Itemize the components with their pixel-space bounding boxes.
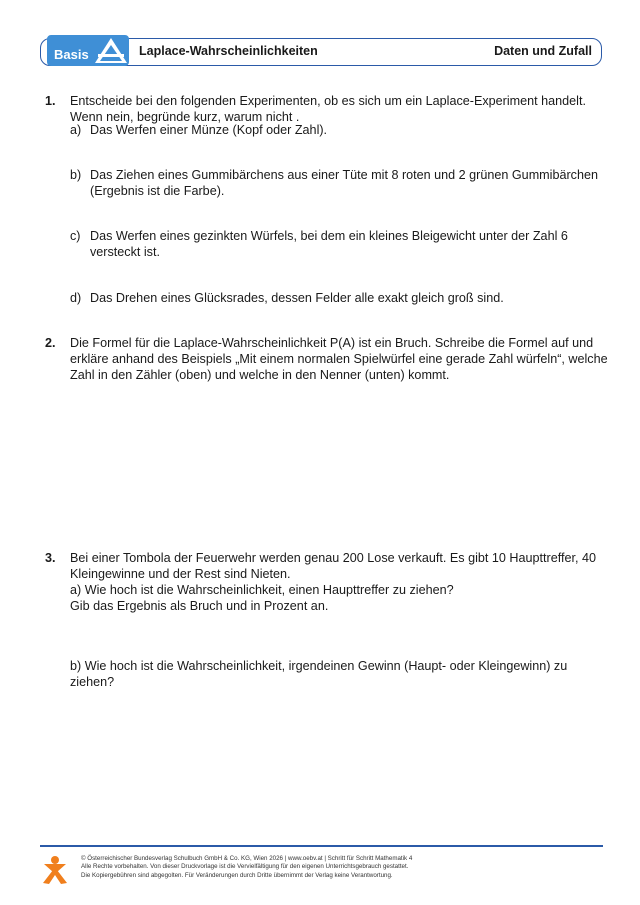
subquestion-text: Das Ziehen eines Gummibärchens aus einer Tüte mit 8 roten und 2 grünen Gummibärchen (Ergebnis ist die Farbe). bbox=[90, 168, 598, 198]
worksheet-title: Laplace-Wahrscheinlichkeiten bbox=[139, 44, 318, 58]
subquestion-letter: b) bbox=[70, 168, 82, 182]
subquestion-text: Das Werfen einer Münze (Kopf oder Zahl). bbox=[90, 123, 328, 137]
subquestion-text: Das Werfen eines gezinkten Würfels, bei dem ein kleines Bleigewicht unter der Zahl 6 versteckt ist. bbox=[90, 229, 568, 259]
subquestion-letter: c) bbox=[70, 229, 81, 243]
question-text: Bei einer Tombola der Feuerwehr werden genau 200 Lose verkauft. Es gibt 10 Haupttreffer, 40 Kleingewinne und der Rest sind Nieten. a) Wie hoch ist die Wahrscheinlichkeit, einen Haupttreffer zu ziehen? Gib das Ergebnis als Bruch und in Prozent an. bbox=[70, 551, 596, 613]
question-number: 3. bbox=[45, 551, 56, 565]
publisher-logo-icon bbox=[40, 855, 70, 885]
badge-label: Basis bbox=[54, 47, 89, 62]
subquestion-text: Das Drehen eines Glücksrades, dessen Felder alle exakt gleich groß sind. bbox=[90, 291, 504, 305]
question-text: Die Formel für die Laplace-Wahrscheinlichkeit P(A) ist ein Bruch. Schreibe die Formel auf und erkläre anhand des Beispiels „Mit einem normalen Spielwürfel eine gerade Zahl würfeln“, welche Zahl in den Zähler (oben) und welche in den Nenner (unten) kommt. bbox=[70, 336, 608, 382]
question-text: Entscheide bei den folgenden Experimenten, ob es sich um ein Laplace-Experiment handelt. Wenn nein, begründe kurz, warum nicht . bbox=[70, 94, 586, 124]
question-number: 2. bbox=[45, 336, 56, 350]
subquestion-letter: a) bbox=[70, 123, 82, 137]
subquestion-letter: d) bbox=[70, 291, 82, 305]
footer-divider bbox=[40, 845, 603, 847]
section-title: Daten und Zufall bbox=[494, 44, 592, 58]
question-number: 1. bbox=[45, 94, 56, 108]
question-3b: b) Wie hoch ist die Wahrscheinlichkeit, irgendeinen Gewinn (Haupt- oder Kleingewinn) zu ziehen? bbox=[70, 659, 568, 689]
footer-copyright: © Österreichischer Bundesverlag Schulbuch GmbH & Co. KG, Wien 2026 | www.oebv.at | Schritt für Schritt Mathematik 4 Alle Rechte vorbehalten. Von dieser Druckvorlage ist die Vervielfältigung für den eigenen Unterrichtsgebrauch gestattet. Die Kopiergebühren sind abgegolten. Für Veränderungen durch Dritte übernimmt der Verlag keine Verantwortung. bbox=[81, 855, 413, 879]
basis-badge bbox=[47, 35, 129, 66]
